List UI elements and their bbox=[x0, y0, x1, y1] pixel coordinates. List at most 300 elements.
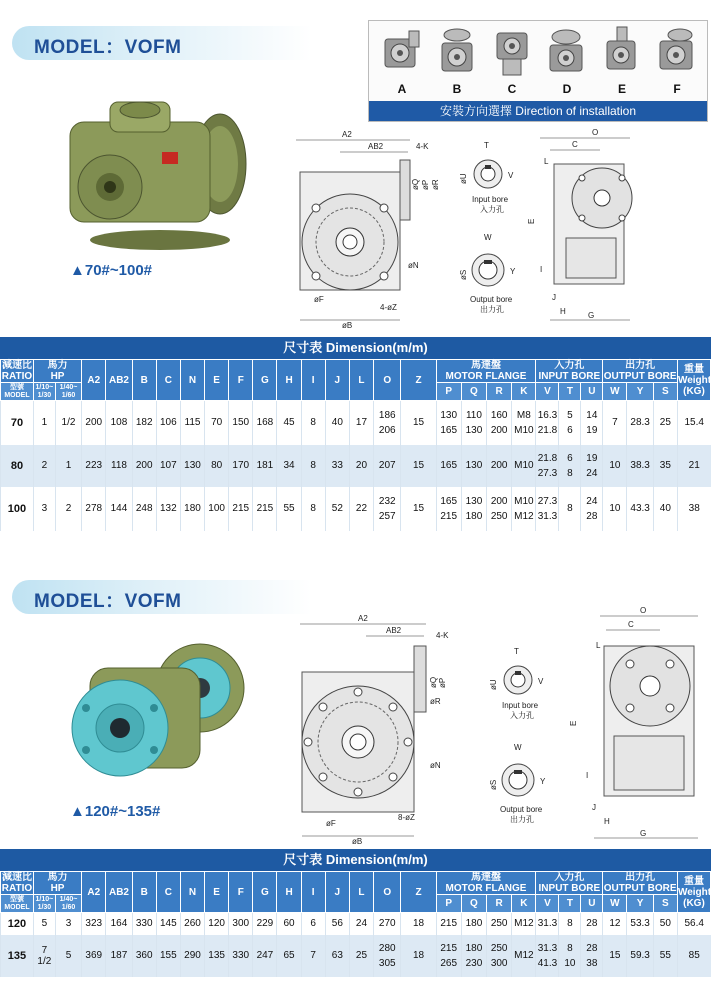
cell-u: 24 28 bbox=[581, 487, 603, 531]
cell-b: 330 bbox=[132, 913, 156, 935]
cell-y: 59.3 bbox=[627, 935, 653, 977]
cell-j: 33 bbox=[325, 445, 349, 487]
hp-header bbox=[33, 360, 81, 383]
dim-s: øS bbox=[459, 269, 468, 280]
cell-o: 186 206 bbox=[374, 401, 401, 445]
cell-j: 52 bbox=[325, 487, 349, 531]
cell-g: 181 bbox=[253, 445, 277, 487]
direction-caption: 安裝方向選擇 Direction of installation bbox=[369, 101, 707, 121]
output-bore-label: Output bore bbox=[500, 805, 543, 814]
output-bore-header bbox=[603, 872, 678, 895]
model-cn: 型號 bbox=[9, 895, 24, 903]
direction-item-f bbox=[650, 25, 704, 95]
cell-h: 60 bbox=[277, 913, 301, 935]
dimension-table-title: 尺寸表 Dimension(m/m) bbox=[0, 337, 711, 359]
direction-label: B bbox=[452, 82, 462, 96]
cell-k: M10 M12 bbox=[512, 487, 536, 531]
input-bore-cn: 入力孔 bbox=[480, 205, 504, 214]
cell-r1: 3 bbox=[33, 487, 55, 531]
direction-item-c bbox=[485, 25, 539, 95]
cell-b: 248 bbox=[132, 487, 156, 531]
cell-z: 15 bbox=[401, 487, 436, 531]
cell-o: 232 257 bbox=[374, 487, 401, 531]
direction-label: E bbox=[617, 82, 626, 96]
cell-e: 100 bbox=[205, 487, 229, 531]
hp-cn: 馬力 bbox=[47, 872, 68, 883]
input-bore-cn: 入力孔 bbox=[554, 360, 585, 371]
table-row bbox=[1, 445, 711, 487]
model-cn: 型號 bbox=[9, 383, 24, 391]
cell-k: M10 bbox=[512, 445, 536, 487]
output-bore-header bbox=[603, 360, 678, 383]
front-view-drawing bbox=[290, 130, 440, 330]
cell-c: 145 bbox=[156, 913, 180, 935]
col-q: Q bbox=[461, 383, 486, 401]
col-y: Y bbox=[627, 383, 653, 401]
cell-h: 55 bbox=[277, 487, 301, 531]
motor-flange-header bbox=[436, 360, 536, 383]
cell-v: 31.3 bbox=[536, 913, 559, 935]
dim-ab2: AB2 bbox=[368, 142, 384, 151]
gearbox-orientation-icon bbox=[434, 25, 480, 81]
col-c: C bbox=[156, 360, 180, 401]
cell-r: 200 250 bbox=[487, 487, 512, 531]
cell-kg: 38 bbox=[677, 487, 710, 531]
cell-v: 21.8 27.3 bbox=[536, 445, 559, 487]
col-b: B bbox=[132, 360, 156, 401]
dim-r: øR bbox=[431, 179, 440, 190]
cell-j: 40 bbox=[325, 401, 349, 445]
cell-w: 7 bbox=[603, 401, 627, 445]
dim-h: H bbox=[560, 307, 566, 316]
cell-o: 270 bbox=[374, 913, 401, 935]
cell-q: 130 bbox=[461, 445, 486, 487]
front-view-drawing bbox=[290, 614, 450, 844]
col-e: E bbox=[205, 872, 229, 913]
col-y: Y bbox=[627, 895, 653, 913]
cell-c: 132 bbox=[156, 487, 180, 531]
dim-s: øS bbox=[489, 779, 498, 790]
cell-f: 170 bbox=[229, 445, 253, 487]
cell-z: 15 bbox=[401, 445, 436, 487]
cell-s: 50 bbox=[653, 913, 677, 935]
col-l: L bbox=[349, 872, 373, 913]
input-bore-en: INPUT BORE bbox=[538, 371, 601, 382]
cell-s: 55 bbox=[653, 935, 677, 977]
col-e: E bbox=[205, 360, 229, 401]
bore-drawings bbox=[460, 140, 530, 320]
col-i: I bbox=[301, 872, 325, 913]
model-header bbox=[1, 895, 34, 913]
dim-g: G bbox=[640, 829, 647, 838]
dim-g: G bbox=[588, 311, 595, 320]
cell-ab2: 118 bbox=[106, 445, 132, 487]
cell-i: 7 bbox=[301, 935, 325, 977]
gearbox-photo bbox=[50, 92, 250, 257]
cell-q: 180 230 bbox=[461, 935, 486, 977]
model-banner bbox=[12, 580, 312, 614]
table-body bbox=[1, 401, 711, 531]
cell-u: 19 24 bbox=[581, 445, 603, 487]
dim-k: 4-K bbox=[436, 631, 449, 640]
cell-kg: 21 bbox=[677, 445, 710, 487]
cell-a2: 200 bbox=[82, 401, 106, 445]
cell-n: 115 bbox=[180, 401, 204, 445]
cell-r1: 1 bbox=[33, 401, 55, 445]
cell-e: 80 bbox=[205, 445, 229, 487]
col-i: I bbox=[301, 360, 325, 401]
input-bore-label: Input bore bbox=[472, 195, 509, 204]
cell-a2: 369 bbox=[82, 935, 106, 977]
weight-unit: (KG) bbox=[683, 385, 705, 397]
cell-e: 70 bbox=[205, 401, 229, 445]
weight-header bbox=[677, 872, 710, 913]
cell-w: 10 bbox=[603, 487, 627, 531]
dim-y: Y bbox=[510, 267, 516, 276]
dim-c: C bbox=[628, 620, 634, 629]
ratio-en: RATIO bbox=[1, 371, 33, 382]
cell-q: 110 130 bbox=[461, 401, 486, 445]
gearbox-orientation-icon bbox=[544, 25, 590, 81]
cell-r1: 7 1/2 bbox=[33, 935, 55, 977]
output-bore-cn: 出力孔 bbox=[510, 815, 534, 824]
col-g: G bbox=[253, 360, 277, 401]
dimension-table-title: 尺寸表 Dimension(m/m) bbox=[0, 849, 711, 871]
bore-drawings bbox=[490, 646, 560, 836]
cell-c: 106 bbox=[156, 401, 180, 445]
cell-r2: 3 bbox=[55, 913, 81, 935]
dim-l: L bbox=[544, 157, 549, 166]
col-j: J bbox=[325, 360, 349, 401]
cell-e: 135 bbox=[205, 935, 229, 977]
cell-j: 56 bbox=[325, 913, 349, 935]
col-o: O bbox=[374, 872, 401, 913]
cell-w: 10 bbox=[603, 445, 627, 487]
cell-r2: 5 bbox=[55, 935, 81, 977]
cell-v: 27.3 31.3 bbox=[536, 487, 559, 531]
model-banner bbox=[12, 26, 312, 60]
col-r: R bbox=[487, 895, 512, 913]
direction-label: F bbox=[673, 82, 681, 96]
dim-j: J bbox=[592, 803, 596, 812]
model-en: MODEL bbox=[4, 391, 30, 399]
input-bore-header bbox=[536, 360, 603, 383]
cell-h: 65 bbox=[277, 935, 301, 977]
weight-header bbox=[677, 360, 710, 401]
output-bore-en: OUTPUT BORE bbox=[603, 371, 677, 382]
ratio2-header: 1/40~ 1/60 bbox=[55, 895, 81, 913]
cell-l: 20 bbox=[349, 445, 373, 487]
input-bore-cn: 入力孔 bbox=[510, 711, 534, 720]
dim-r: øR bbox=[430, 697, 441, 706]
col-w: W bbox=[603, 383, 627, 401]
dim-i: I bbox=[540, 265, 543, 274]
cell-f: 150 bbox=[229, 401, 253, 445]
dim-a2: A2 bbox=[342, 130, 352, 139]
col-w: W bbox=[603, 895, 627, 913]
cell-kg: 85 bbox=[677, 935, 710, 977]
output-bore-cn: 出力孔 bbox=[625, 360, 656, 371]
col-t: T bbox=[559, 383, 581, 401]
motor-flange-cn: 馬達盤 bbox=[471, 872, 501, 883]
cell-g: 215 bbox=[253, 487, 277, 531]
dim-c: C bbox=[572, 140, 578, 149]
dim-f: øF bbox=[326, 819, 336, 828]
cell-c: 107 bbox=[156, 445, 180, 487]
dim-t: T bbox=[484, 141, 489, 150]
cell-z: 18 bbox=[401, 913, 436, 935]
dim-n: øN bbox=[408, 261, 419, 270]
dim-b: øB bbox=[342, 321, 353, 330]
cell-q: 180 bbox=[461, 913, 486, 935]
cell-t: 8 10 bbox=[559, 935, 581, 977]
col-c: C bbox=[156, 872, 180, 913]
cell-z: 18 bbox=[401, 935, 436, 977]
cell-v: 31.3 41.3 bbox=[536, 935, 559, 977]
col-h: H bbox=[277, 872, 301, 913]
col-r: R bbox=[487, 383, 512, 401]
gearbox-orientation-icon bbox=[599, 25, 645, 81]
cell-a2: 223 bbox=[82, 445, 106, 487]
cell-f: 300 bbox=[229, 913, 253, 935]
dim-f: øF bbox=[314, 295, 324, 304]
ratio-en: RATIO bbox=[1, 883, 33, 894]
ratio2-header: 1/40~ 1/60 bbox=[55, 383, 81, 401]
size-range-label: ▲120#~135# bbox=[70, 803, 161, 820]
direction-label: A bbox=[397, 82, 407, 96]
installation-direction-panel bbox=[368, 20, 708, 122]
cell-y: 43.3 bbox=[627, 487, 653, 531]
col-n: N bbox=[180, 360, 204, 401]
cell-e: 120 bbox=[205, 913, 229, 935]
col-ab2: AB2 bbox=[106, 872, 132, 913]
motor-flange-en: MOTOR FLANGE bbox=[445, 883, 527, 894]
cell-g: 229 bbox=[253, 913, 277, 935]
col-s: S bbox=[653, 895, 677, 913]
cell-n: 290 bbox=[180, 935, 204, 977]
weight-unit: (KG) bbox=[683, 897, 705, 909]
direction-item-d bbox=[540, 25, 594, 95]
cell-n: 260 bbox=[180, 913, 204, 935]
motor-flange-en: MOTOR FLANGE bbox=[445, 371, 527, 382]
cell-ab2: 187 bbox=[106, 935, 132, 977]
cell-g: 247 bbox=[253, 935, 277, 977]
dim-b: øB bbox=[352, 837, 363, 846]
cell-b: 360 bbox=[132, 935, 156, 977]
cell-w: 15 bbox=[603, 935, 627, 977]
cell-p: 165 bbox=[436, 445, 461, 487]
cell-r2: 1 bbox=[55, 445, 81, 487]
dim-t: T bbox=[514, 647, 519, 656]
cell-p: 215 bbox=[436, 913, 461, 935]
dim-v: V bbox=[508, 171, 514, 180]
cell-k: M8 M10 bbox=[512, 401, 536, 445]
cell-s: 35 bbox=[653, 445, 677, 487]
hp-cn: 馬力 bbox=[47, 360, 68, 371]
cell-p: 165 215 bbox=[436, 487, 461, 531]
cell-w: 12 bbox=[603, 913, 627, 935]
col-l: L bbox=[349, 360, 373, 401]
cell-a2: 323 bbox=[82, 913, 106, 935]
dim-q: øQ bbox=[429, 676, 438, 688]
table-row bbox=[1, 913, 711, 935]
col-t: T bbox=[559, 895, 581, 913]
cell-v: 16.3 21.8 bbox=[536, 401, 559, 445]
dim-p: øP bbox=[438, 677, 447, 688]
table-row bbox=[1, 487, 711, 531]
cell-y: 28.3 bbox=[627, 401, 653, 445]
dim-u: øU bbox=[489, 679, 498, 690]
weight-en: Weight bbox=[677, 374, 711, 386]
side-view-drawing bbox=[527, 128, 640, 328]
cell-r2: 1/2 bbox=[55, 401, 81, 445]
cell-l: 17 bbox=[349, 401, 373, 445]
cell-p: 130 165 bbox=[436, 401, 461, 445]
col-ab2: AB2 bbox=[106, 360, 132, 401]
cell-q: 130 180 bbox=[461, 487, 486, 531]
output-bore-en: OUTPUT BORE bbox=[603, 883, 677, 894]
cell-c: 155 bbox=[156, 935, 180, 977]
dim-h: H bbox=[604, 817, 610, 826]
dim-j: J bbox=[552, 293, 556, 302]
cell-i: 8 bbox=[301, 401, 325, 445]
dimension-table bbox=[0, 871, 711, 977]
col-o: O bbox=[374, 360, 401, 401]
gearbox-orientation-icon bbox=[379, 25, 425, 81]
table-row bbox=[1, 401, 711, 445]
cell-model: 120 bbox=[1, 913, 34, 935]
cell-kg: 56.4 bbox=[677, 913, 710, 935]
dim-y: Y bbox=[540, 777, 546, 786]
dimension-table bbox=[0, 359, 711, 531]
ratio-header bbox=[1, 360, 34, 383]
ratio1-header: 1/10~ 1/30 bbox=[33, 895, 55, 913]
cell-h: 45 bbox=[277, 401, 301, 445]
cell-r2: 2 bbox=[55, 487, 81, 531]
model-en: MODEL bbox=[4, 903, 30, 911]
table-row bbox=[1, 935, 711, 977]
dim-z: 4-øZ bbox=[380, 303, 397, 312]
cell-s: 25 bbox=[653, 401, 677, 445]
dim-l: L bbox=[596, 641, 601, 650]
output-bore-cn: 出力孔 bbox=[625, 872, 656, 883]
cell-f: 330 bbox=[229, 935, 253, 977]
col-u: U bbox=[581, 383, 603, 401]
dim-a2: A2 bbox=[358, 614, 368, 623]
cell-l: 25 bbox=[349, 935, 373, 977]
input-bore-header bbox=[536, 872, 603, 895]
input-bore-en: INPUT BORE bbox=[538, 883, 601, 894]
dim-o: O bbox=[592, 128, 599, 137]
cell-t: 6 8 bbox=[559, 445, 581, 487]
dim-o: O bbox=[640, 606, 647, 615]
dim-n: øN bbox=[430, 761, 441, 770]
cell-g: 168 bbox=[253, 401, 277, 445]
cell-model: 100 bbox=[1, 487, 34, 531]
cell-t: 8 bbox=[559, 487, 581, 531]
cell-u: 14 19 bbox=[581, 401, 603, 445]
hp-en: HP bbox=[50, 371, 65, 382]
col-z: Z bbox=[401, 872, 436, 913]
col-a2: A2 bbox=[82, 360, 106, 401]
cell-n: 180 bbox=[180, 487, 204, 531]
col-u: U bbox=[581, 895, 603, 913]
direction-label: D bbox=[562, 82, 572, 96]
col-a2: A2 bbox=[82, 872, 106, 913]
cell-y: 38.3 bbox=[627, 445, 653, 487]
dim-v: V bbox=[538, 677, 544, 686]
cell-t: 5 6 bbox=[559, 401, 581, 445]
model-title: MODEL：VOFM bbox=[34, 591, 182, 612]
cell-kg: 15.4 bbox=[677, 401, 710, 445]
direction-label: C bbox=[507, 82, 517, 96]
col-h: H bbox=[277, 360, 301, 401]
cell-u: 28 38 bbox=[581, 935, 603, 977]
gearbox-orientation-icon bbox=[489, 25, 535, 81]
cell-r1: 5 bbox=[33, 913, 55, 935]
cell-f: 215 bbox=[229, 487, 253, 531]
dim-i: I bbox=[586, 771, 589, 780]
cell-ab2: 144 bbox=[106, 487, 132, 531]
col-b: B bbox=[132, 872, 156, 913]
cell-i: 8 bbox=[301, 445, 325, 487]
col-n: N bbox=[180, 872, 204, 913]
dim-w: W bbox=[514, 743, 522, 752]
col-g: G bbox=[253, 872, 277, 913]
cell-j: 63 bbox=[325, 935, 349, 977]
col-s: S bbox=[653, 383, 677, 401]
dim-u: øU bbox=[459, 173, 468, 184]
cell-o: 280 305 bbox=[374, 935, 401, 977]
cell-b: 182 bbox=[132, 401, 156, 445]
cell-r: 250 bbox=[487, 913, 512, 935]
hp-header bbox=[33, 872, 81, 895]
weight-en: Weight bbox=[677, 886, 711, 898]
col-f: F bbox=[229, 872, 253, 913]
dim-k: 4-K bbox=[416, 142, 429, 151]
ratio1-header: 1/10~ 1/30 bbox=[33, 383, 55, 401]
motor-flange-cn: 馬達盤 bbox=[471, 360, 501, 371]
input-bore-label: Input bore bbox=[502, 701, 539, 710]
ratio-cn: 減速比 bbox=[1, 872, 32, 883]
direction-item-b bbox=[430, 25, 484, 95]
cell-k: M12 bbox=[512, 935, 536, 977]
weight-cn: 重量 bbox=[683, 875, 704, 887]
motor-flange-header bbox=[436, 872, 536, 895]
cell-a2: 278 bbox=[82, 487, 106, 531]
cell-n: 130 bbox=[180, 445, 204, 487]
cell-i: 6 bbox=[301, 913, 325, 935]
col-k: K bbox=[512, 383, 536, 401]
table-body bbox=[1, 913, 711, 977]
weight-cn: 重量 bbox=[683, 363, 704, 375]
col-q: Q bbox=[461, 895, 486, 913]
dim-ab2: AB2 bbox=[386, 626, 402, 635]
cell-r1: 2 bbox=[33, 445, 55, 487]
col-v: V bbox=[536, 895, 559, 913]
size-range-label: ▲70#~100# bbox=[70, 262, 153, 279]
cell-i: 8 bbox=[301, 487, 325, 531]
dim-z: 8-øZ bbox=[398, 813, 415, 822]
ratio-header bbox=[1, 872, 34, 895]
cell-u: 28 bbox=[581, 913, 603, 935]
col-z: Z bbox=[401, 360, 436, 401]
col-p: P bbox=[436, 895, 461, 913]
dim-q: øQ bbox=[411, 178, 420, 190]
dim-p: øP bbox=[421, 179, 430, 190]
cell-b: 200 bbox=[132, 445, 156, 487]
side-view-drawing bbox=[570, 606, 705, 842]
